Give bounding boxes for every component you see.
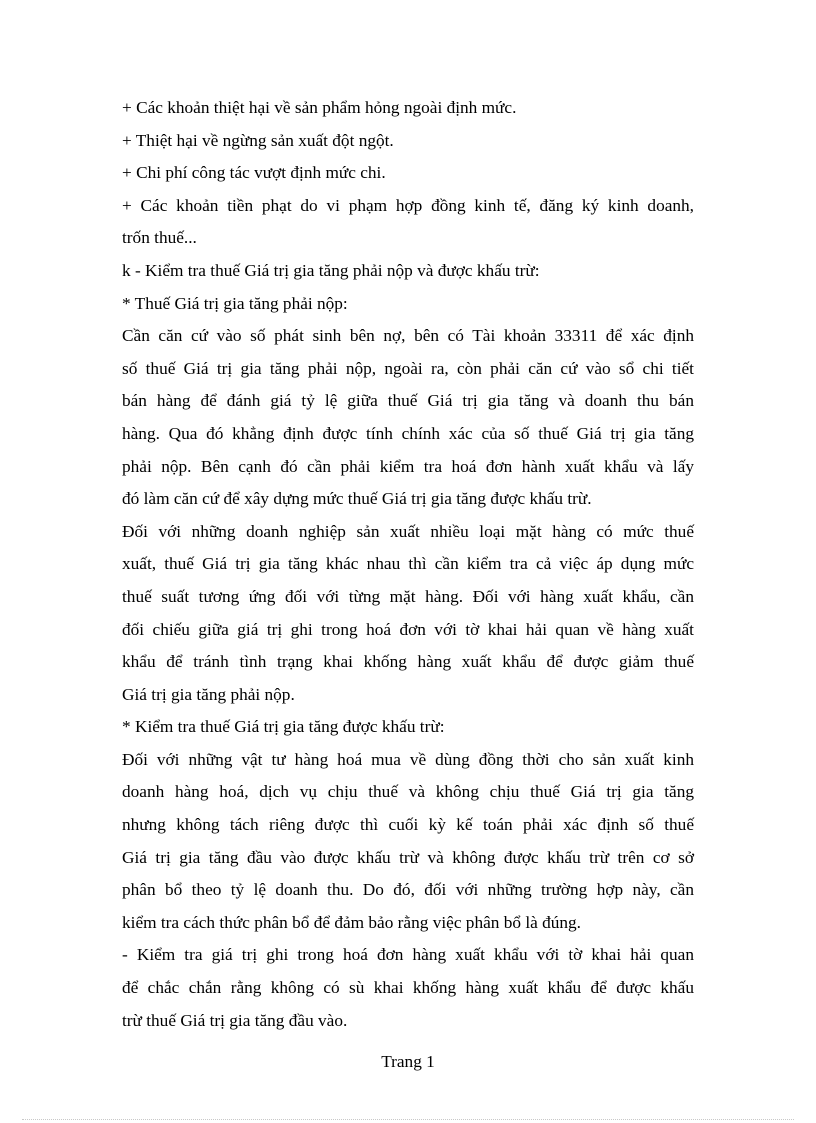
page-divider [22,1119,794,1120]
text-line: nhưng không tách riêng được thì cuối kỳ kế toán phải xác định số thuế [122,815,694,835]
text-line: để chắc chắn rằng không có sù khai khống hàng xuất khẩu để được khấu [122,978,694,998]
text-line: - Kiểm tra giá trị ghi trong hoá đơn hàng xuất khẩu với tờ khai hải quan [122,945,694,965]
text-line: phải nộp. Bên cạnh đó cần phải kiểm tra hoá đơn hành xuất khẩu và lấy [122,456,694,476]
text-line: hàng. Qua đó khẳng định được tính chính xác của số thuế Giá trị gia tăng [122,423,694,443]
text-line: xuất, thuế Giá trị gia tăng khác nhau thì cần kiểm tra cả việc áp dụng mức [122,554,694,574]
text-line: khẩu để tránh tình trạng khai khống hàng xuất khẩu để được giảm thuế [122,652,694,672]
text-line: Đối với những doanh nghiệp sản xuất nhiều loại mặt hàng có mức thuế [122,521,694,541]
section-heading: k - Kiểm tra thuế Giá trị gia tăng phải nộp và được khấu trừ: [122,260,540,280]
text-line: Cần căn cứ vào số phát sinh bên nợ, bên có Tài khoản 33311 để xác định [122,326,694,346]
text-line: trừ thuế Giá trị gia tăng đầu vào. [122,1010,348,1030]
text-line: doanh hàng hoá, dịch vụ chịu thuế và không chịu thuế Giá trị gia tăng [122,782,694,802]
text-line: + Các khoản tiền phạt do vi phạm hợp đồng kinh tế, đăng ký kinh doanh, [122,195,694,215]
text-line: số thuế Giá trị gia tăng phải nộp, ngoài ra, còn phải căn cứ vào sổ chi tiết [122,358,694,378]
page-number: Trang 1 [381,1052,435,1071]
text-line: bán hàng để đánh giá tỷ lệ giữa thuế Giá trị gia tăng và doanh thu bán [122,391,694,411]
text-line: + Thiệt hại về ngừng sản xuất đột ngột. [122,130,394,150]
text-line: Giá trị gia tăng đầu vào được khấu trừ và không được khấu trừ trên cơ sở [122,847,694,867]
text-line: phân bổ theo tỷ lệ doanh thu. Do đó, đối với những trường hợp này, cần [122,880,694,900]
text-line: + Các khoản thiệt hại về sản phẩm hỏng ngoài định mức. [122,98,517,117]
text-line: Đối với những vật tư hàng hoá mua về dùng đồng thời cho sản xuất kinh [122,749,694,769]
text-line: đó làm căn cứ để xây dựng mức thuế Giá trị gia tăng được khấu trừ. [122,489,592,509]
document-body [122,92,694,1037]
subsection-heading: * Kiểm tra thuế Giá trị gia tăng được khấu trừ: [122,717,445,737]
text-line: trốn thuế... [122,228,197,248]
text-line: thuế suất tương ứng đối với từng mặt hàng. Đối với hàng xuất khẩu, cần [122,586,694,606]
text-line: đối chiếu giữa giá trị ghi trong hoá đơn với tờ khai hải quan về hàng xuất [122,619,694,639]
text-line: + Chi phí công tác vượt định mức chi. [122,163,386,183]
subsection-heading: * Thuế Giá trị gia tăng phải nộp: [122,293,348,313]
text-line: kiểm tra cách thức phân bổ để đảm bảo rằng việc phân bổ là đúng. [122,912,581,932]
text-line: Giá trị gia tăng phải nộp. [122,684,295,704]
